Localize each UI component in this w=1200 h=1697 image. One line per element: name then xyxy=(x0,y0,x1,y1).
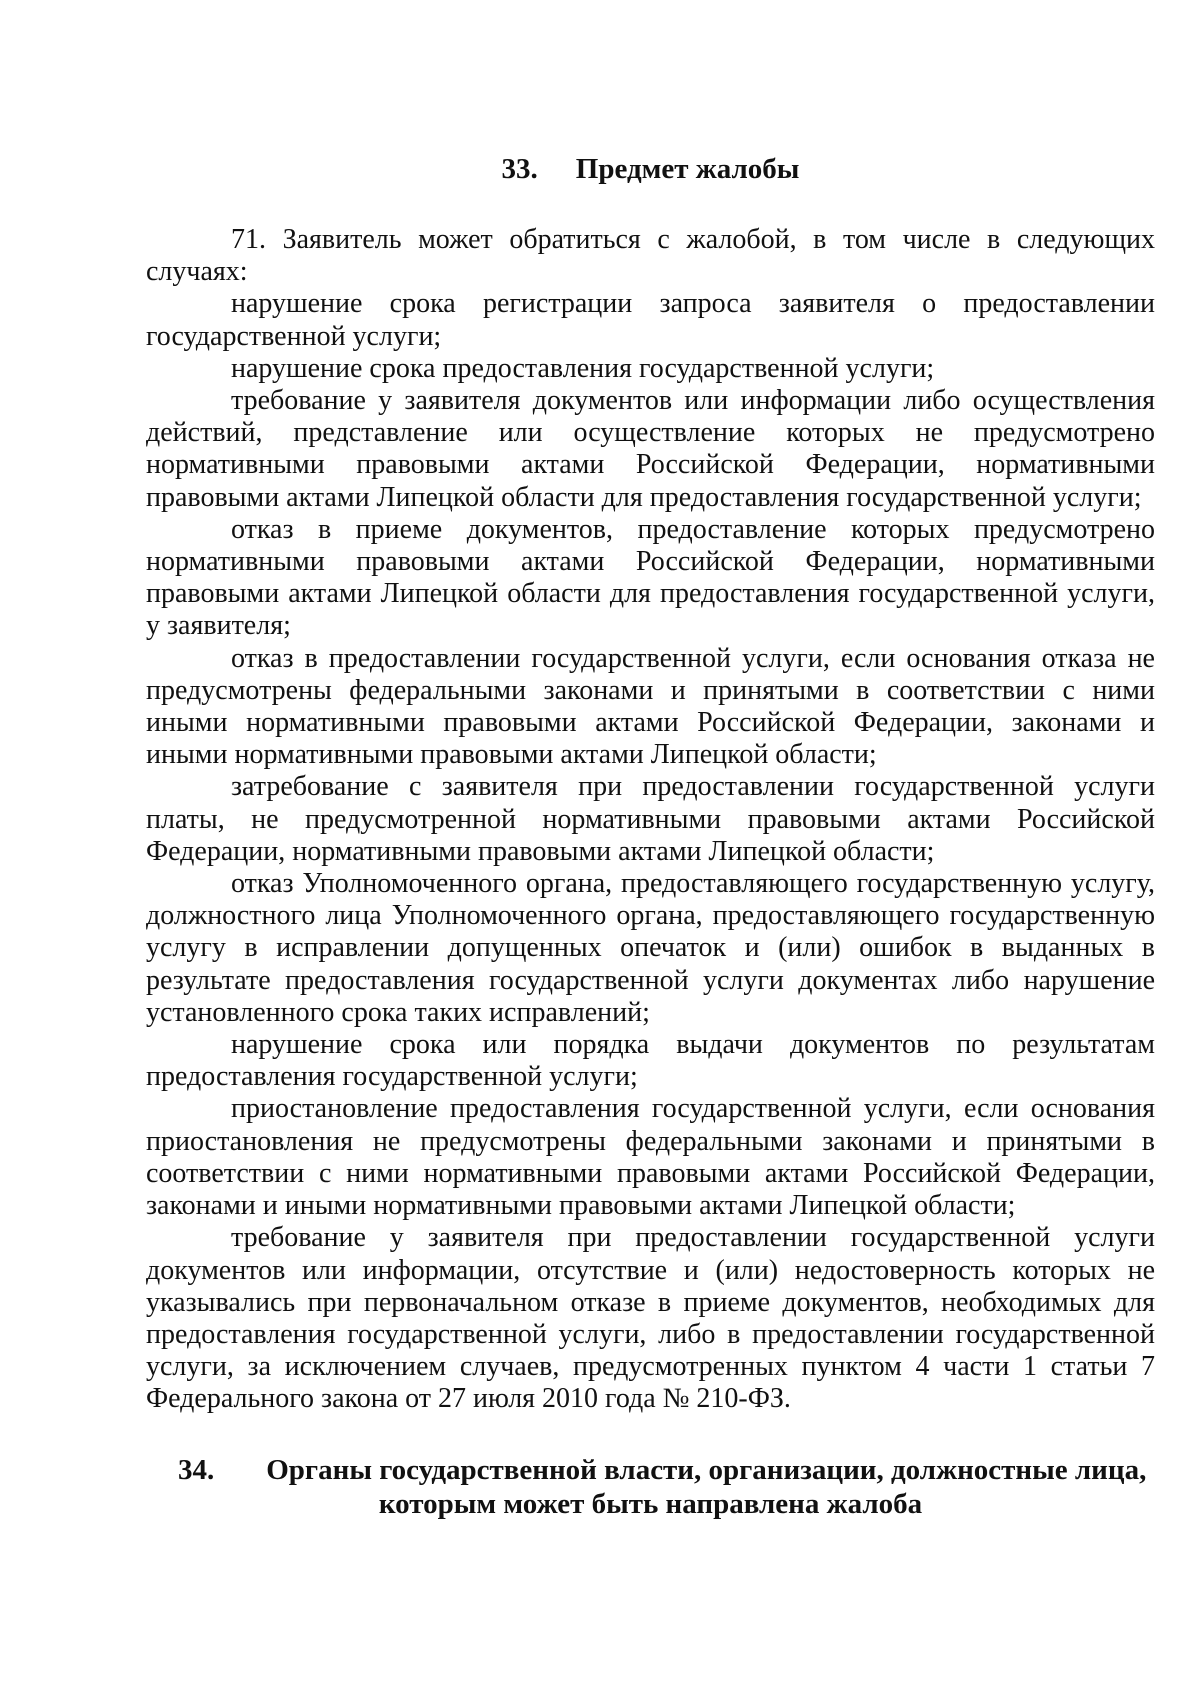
section-34-title-line2: которым может быть направлена жалоба xyxy=(378,1487,923,1520)
section-34-heading xyxy=(146,1453,1155,1521)
complaint-case: отказ в предоставлении государственной услуги, если основания отказа не предусмотрены федеральными законами и принятыми в соответствии с ними иными нормативными правовыми актами Российской Федерации, законами и иными нормативными правовыми актами Липецкой области; xyxy=(146,642,1155,771)
complaint-case: отказ в приеме документов, предоставление которых предусмотрено нормативными правовыми актами Российской Федерации, нормативными правовыми актами Липецкой области для предоставления государственной услуги, у заявителя; xyxy=(146,513,1155,642)
section-33-number: 33. xyxy=(501,153,538,185)
document-body xyxy=(146,152,1155,1521)
complaint-case: требование у заявителя при предоставлении государственной услуги документов или информации, отсутствие и (или) недостоверность которых не указывались при первоначальном отказе в приеме документов, необходимых для предоставления государственной услуги, либо в предоставлении государственной услуги, за исключением случаев, предусмотренных пунктом 4 части 1 статьи 7 Федерального закона от 27 июля 2010 года № 210-ФЗ. xyxy=(146,1222,1155,1415)
section-34-number: 34. xyxy=(178,1453,215,1486)
complaint-case: нарушение срока или порядка выдачи документов по результатам предоставления государственной услуги; xyxy=(146,1029,1155,1093)
complaint-case: затребование с заявителя при предоставлении государственной услуги платы, не предусмотренной нормативными правовыми актами Российской Федерации, нормативными правовыми актами Липецкой области; xyxy=(146,771,1155,867)
section-33-heading xyxy=(146,152,1155,186)
complaint-case: отказ Уполномоченного органа, предоставляющего государственную услугу, должностного лица Уполномоченного органа, предоставляющего государственную услугу в исправлении допущенных опечаток и (или) ошибок в выданных в результате предоставления государственной услуги документах либо нарушение установленного срока таких исправлений; xyxy=(146,868,1155,1028)
item-71-intro: 71. Заявитель может обратиться с жалобой, в том числе в следующих случаях: xyxy=(146,224,1155,288)
section-33-title: Предмет жалобы xyxy=(575,153,800,185)
section-34-title-line1 xyxy=(146,1453,1155,1487)
complaint-case: приостановление предоставления государственной услуги, если основания приостановления не предусмотрены федеральными законами и принятыми в соответствии с ними нормативными правовыми актами Российской Федерации, законами и иными нормативными правовыми актами Липецкой области; xyxy=(146,1093,1155,1222)
section-34-title-text1: Органы государственной власти, организации, должностные лица, xyxy=(266,1453,1147,1486)
complaint-case: нарушение срока регистрации запроса заявителя о предоставлении государственной услуги; xyxy=(146,288,1155,352)
complaint-case: требование у заявителя документов или информации либо осуществления действий, представление или осуществление которых не предусмотрено нормативными правовыми актами Российской Федерации, нормативными правовыми актами Липецкой области для предоставления государственной услуги; xyxy=(146,385,1155,513)
complaint-case: нарушение срока предоставления государственной услуги; xyxy=(231,352,935,384)
